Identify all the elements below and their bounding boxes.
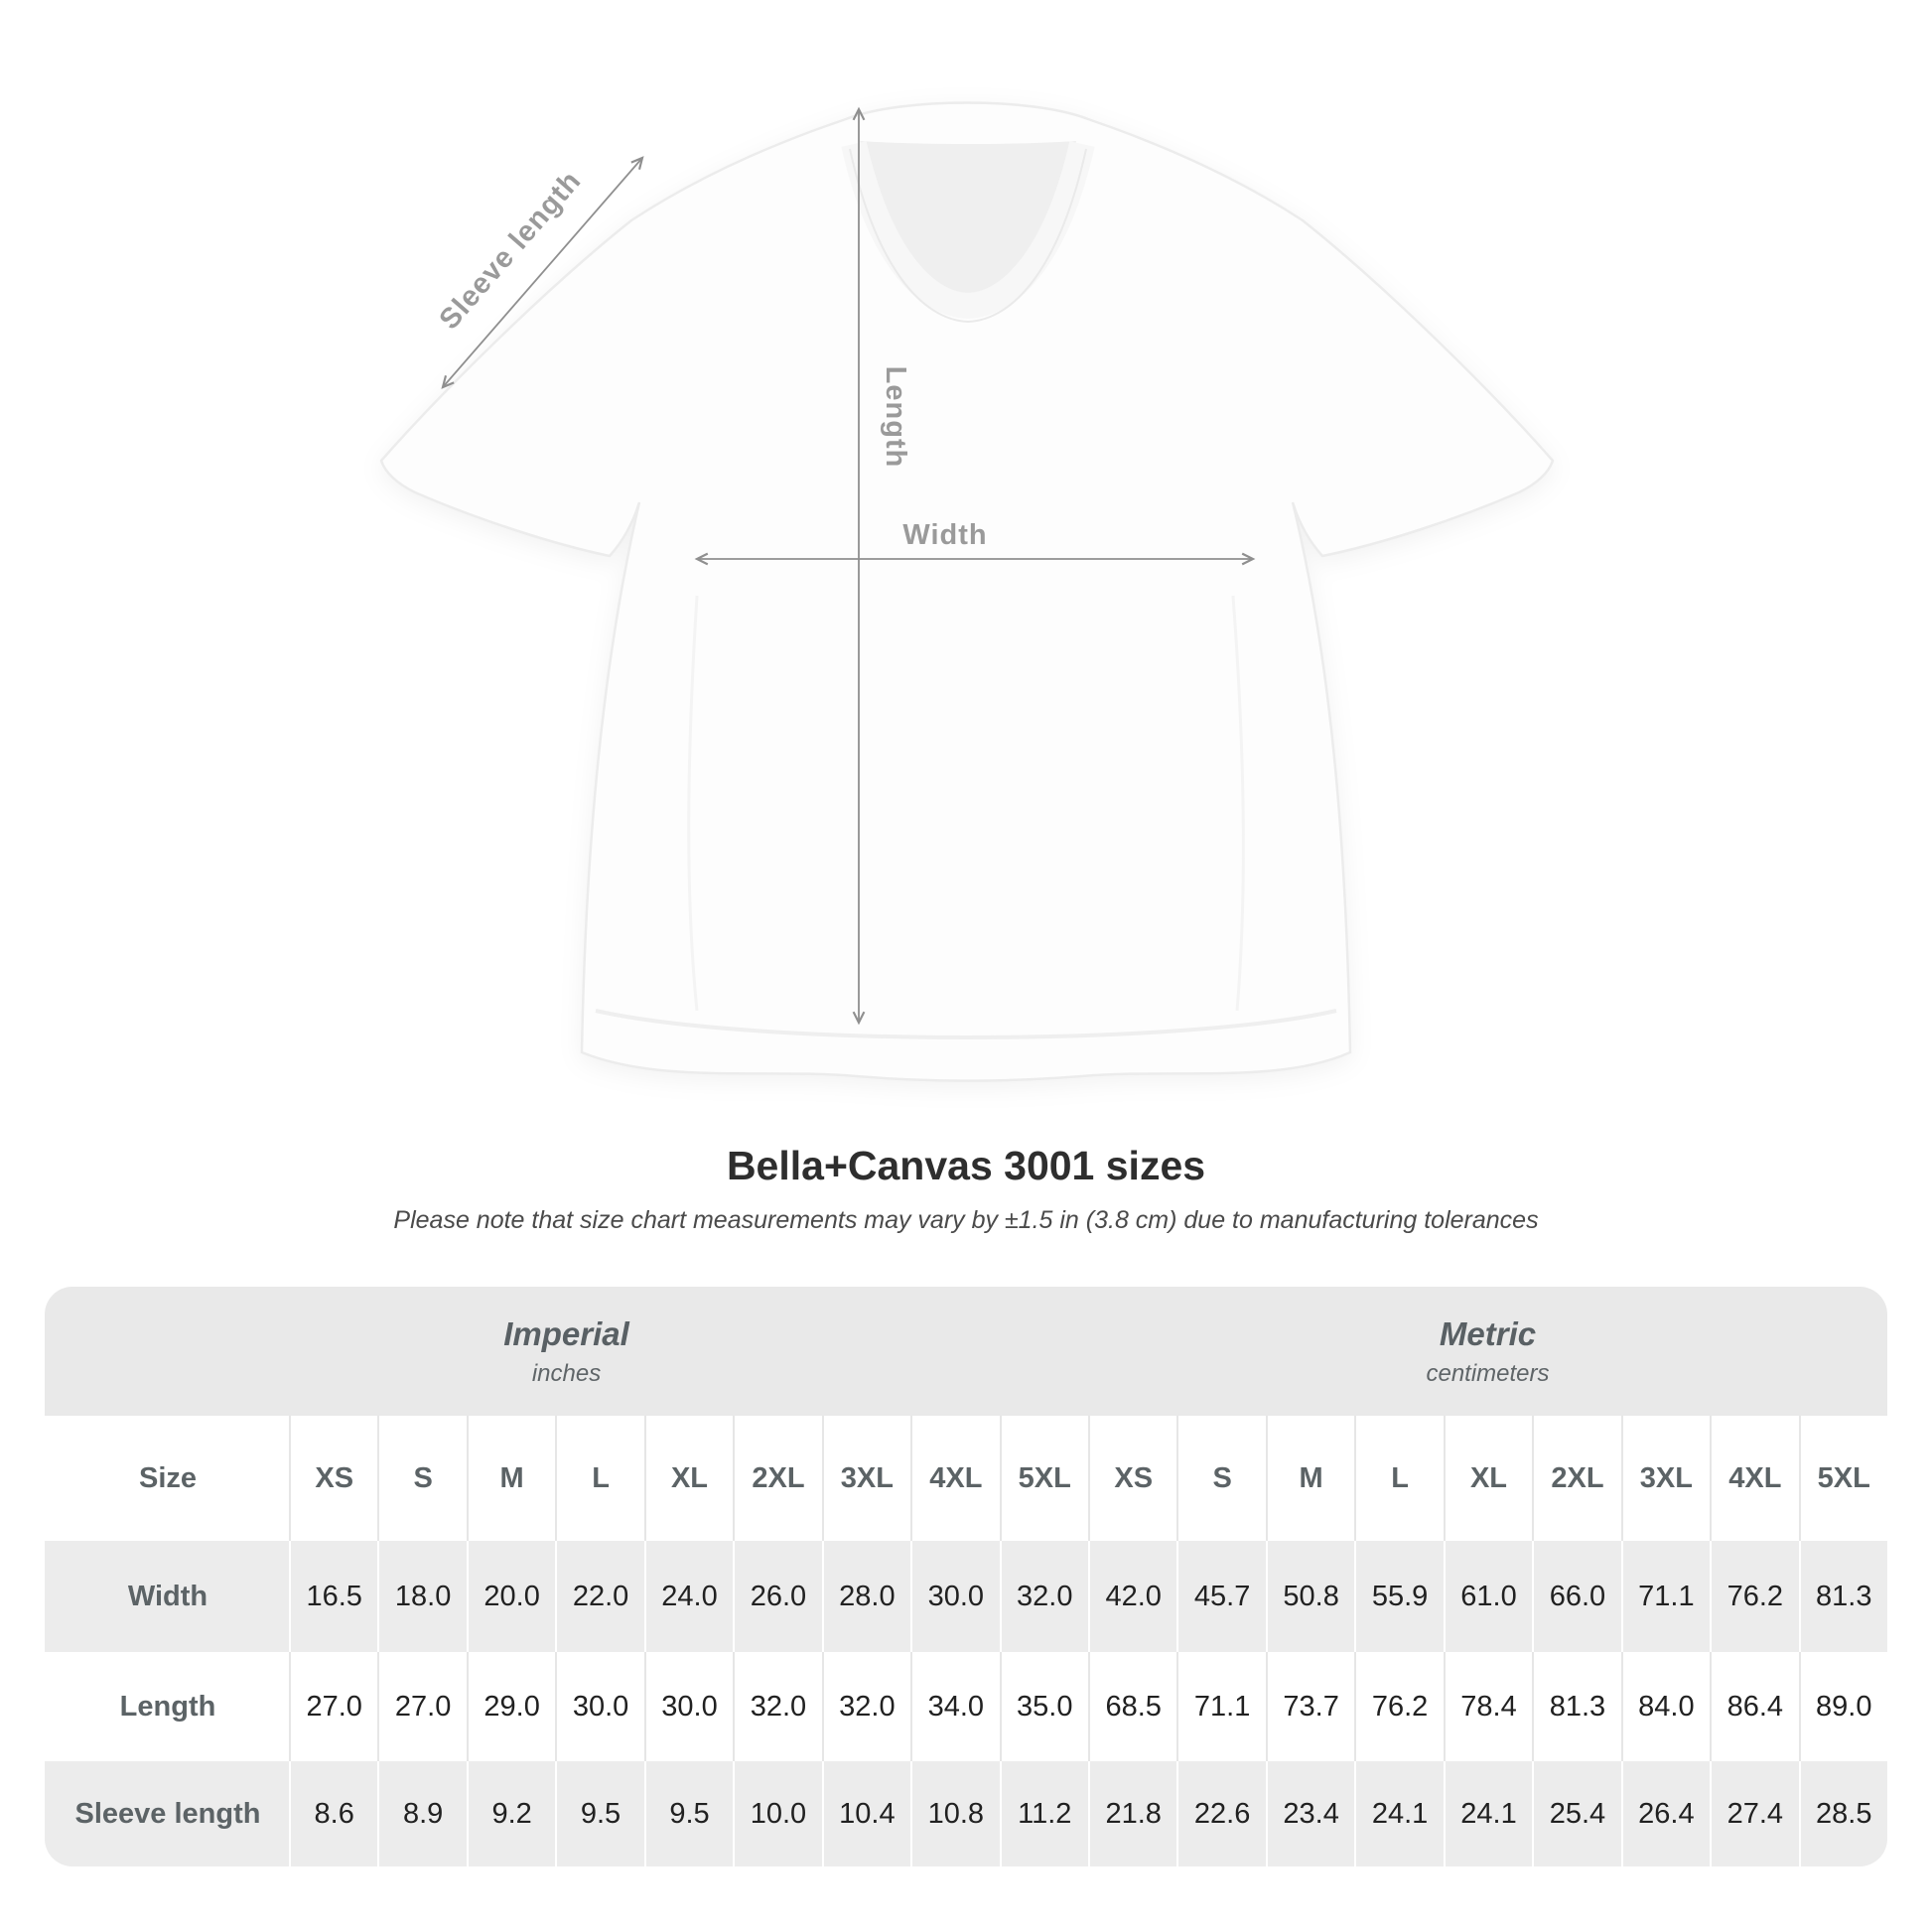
value-cell: 24.0 xyxy=(644,1541,733,1652)
size-header-cell: XS xyxy=(1088,1416,1176,1541)
value-cell: 22.0 xyxy=(555,1541,643,1652)
value-cell: 32.0 xyxy=(822,1652,910,1761)
size-header-cell: 5XL xyxy=(1799,1416,1887,1541)
value-cell: 71.1 xyxy=(1176,1652,1265,1761)
value-cell: 11.2 xyxy=(1000,1761,1088,1866)
value-cell: 27.0 xyxy=(377,1652,466,1761)
value-cell: 81.3 xyxy=(1532,1652,1620,1761)
length-label: Length xyxy=(880,365,911,469)
sleeve-length-row xyxy=(45,1761,1887,1866)
value-cell: 10.4 xyxy=(822,1761,910,1866)
value-cell: 28.0 xyxy=(822,1541,910,1652)
value-cell: 78.4 xyxy=(1444,1652,1532,1761)
value-cell: 32.0 xyxy=(733,1652,821,1761)
value-cell: 25.4 xyxy=(1532,1761,1620,1866)
value-cell: 29.0 xyxy=(467,1652,555,1761)
imperial-title: Imperial xyxy=(503,1314,629,1352)
width-row xyxy=(45,1541,1887,1652)
metric-header xyxy=(1088,1287,1887,1416)
value-cell: 9.5 xyxy=(644,1761,733,1866)
tshirt-illustration xyxy=(381,103,1553,1081)
value-cell: 24.1 xyxy=(1354,1761,1443,1866)
value-cell: 76.2 xyxy=(1354,1652,1443,1761)
size-column-label: Size xyxy=(138,1461,198,1494)
size-header-cell: M xyxy=(1266,1416,1354,1541)
imperial-header xyxy=(45,1287,1088,1416)
value-cell: 71.1 xyxy=(1621,1541,1710,1652)
value-cell: 35.0 xyxy=(1000,1652,1088,1761)
size-header-cell: 2XL xyxy=(733,1416,821,1541)
unit-system-header xyxy=(45,1287,1887,1416)
value-cell: 21.8 xyxy=(1088,1761,1176,1866)
value-cell: 30.0 xyxy=(555,1652,643,1761)
value-cell: 10.0 xyxy=(733,1761,821,1866)
value-cell: 45.7 xyxy=(1176,1541,1265,1652)
size-header-cell: XL xyxy=(644,1416,733,1541)
size-header-cell: XL xyxy=(1444,1416,1532,1541)
value-cell: 27.0 xyxy=(289,1652,377,1761)
metric-unit: centimeters xyxy=(1426,1359,1550,1387)
value-cell: 86.4 xyxy=(1710,1652,1798,1761)
value-cell: 8.9 xyxy=(377,1761,466,1866)
size-header-cell: 5XL xyxy=(1000,1416,1088,1541)
value-cell: 89.0 xyxy=(1799,1652,1887,1761)
value-cell: 9.5 xyxy=(555,1761,643,1866)
value-cell: 23.4 xyxy=(1266,1761,1354,1866)
row-label-width: Width xyxy=(127,1580,208,1612)
imperial-unit: inches xyxy=(531,1359,602,1387)
width-label: Width xyxy=(902,519,988,551)
value-cell: 27.4 xyxy=(1710,1761,1798,1866)
value-cell: 32.0 xyxy=(1000,1541,1088,1652)
row-label-sleeve-length: Sleeve length xyxy=(74,1797,261,1830)
sleeve-length-label: Sleeve length xyxy=(433,165,588,337)
value-cell: 28.5 xyxy=(1799,1761,1887,1866)
size-header-cell: S xyxy=(377,1416,466,1541)
value-cell: 26.0 xyxy=(733,1541,821,1652)
value-cell: 68.5 xyxy=(1088,1652,1176,1761)
size-header-cell: L xyxy=(1354,1416,1443,1541)
value-cell: 73.7 xyxy=(1266,1652,1354,1761)
value-cell: 30.0 xyxy=(910,1541,999,1652)
value-cell: 16.5 xyxy=(289,1541,377,1652)
value-cell: 84.0 xyxy=(1621,1652,1710,1761)
length-row xyxy=(45,1652,1887,1761)
value-cell: 18.0 xyxy=(377,1541,466,1652)
tolerance-note: Please note that size chart measurements may vary by ±1.5 in (3.8 cm) due to manufacturing tolerances xyxy=(393,1206,1539,1234)
value-cell: 81.3 xyxy=(1799,1541,1887,1652)
value-cell: 22.6 xyxy=(1176,1761,1265,1866)
value-cell: 26.4 xyxy=(1621,1761,1710,1866)
size-header-cell: 2XL xyxy=(1532,1416,1620,1541)
page-title: Bella+Canvas 3001 sizes xyxy=(726,1143,1206,1188)
value-cell: 9.2 xyxy=(467,1761,555,1866)
row-label-length: Length xyxy=(119,1690,216,1723)
size-chart-table xyxy=(45,1287,1887,1866)
value-cell: 42.0 xyxy=(1088,1541,1176,1652)
size-header-cell: S xyxy=(1176,1416,1265,1541)
metric-title: Metric xyxy=(1439,1314,1537,1352)
value-cell: 8.6 xyxy=(289,1761,377,1866)
value-cell: 66.0 xyxy=(1532,1541,1620,1652)
size-header-cell: M xyxy=(467,1416,555,1541)
size-header-cell: 4XL xyxy=(1710,1416,1798,1541)
value-cell: 61.0 xyxy=(1444,1541,1532,1652)
value-cell: 20.0 xyxy=(467,1541,555,1652)
value-cell: 24.1 xyxy=(1444,1761,1532,1866)
size-header-cell: XS xyxy=(289,1416,377,1541)
value-cell: 76.2 xyxy=(1710,1541,1798,1652)
value-cell: 55.9 xyxy=(1354,1541,1443,1652)
value-cell: 50.8 xyxy=(1266,1541,1354,1652)
size-header-cell: L xyxy=(555,1416,643,1541)
value-cell: 10.8 xyxy=(910,1761,999,1866)
value-cell: 34.0 xyxy=(910,1652,999,1761)
value-cell: 30.0 xyxy=(644,1652,733,1761)
size-header-row xyxy=(45,1416,1887,1541)
size-header-cell: 3XL xyxy=(1621,1416,1710,1541)
size-header-cell: 4XL xyxy=(910,1416,999,1541)
size-header-cell: 3XL xyxy=(822,1416,910,1541)
